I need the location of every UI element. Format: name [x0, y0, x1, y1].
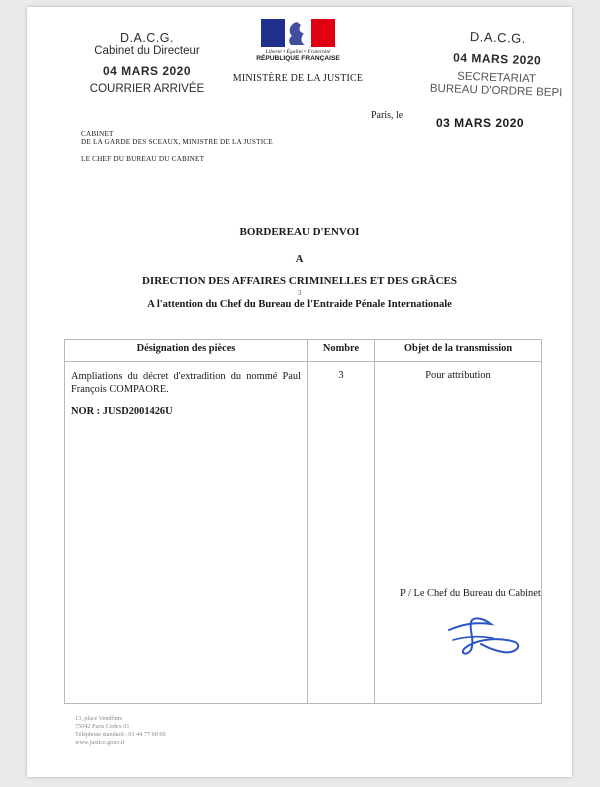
- footer-address: [75, 715, 166, 747]
- cell-count: [308, 362, 375, 704]
- document-date: 03 MARS 2020: [436, 116, 525, 130]
- arrival-stamp-left: [77, 31, 217, 97]
- pieces-table: [64, 339, 542, 704]
- arrival-stamp-right: [426, 29, 568, 101]
- stamp-right-date: 04 MARS 2020: [452, 50, 542, 68]
- ministry-logo: [261, 19, 335, 47]
- header-count: Nombre: [308, 340, 375, 362]
- footer-line1: 13, place Vendôme: [75, 715, 123, 722]
- header-designation: Désignation des pièces: [65, 340, 308, 362]
- purpose-value: Pour attribution: [425, 370, 491, 381]
- count-value: 3: [338, 370, 344, 381]
- margin-mark: 3: [297, 289, 302, 297]
- header-purpose: Objet de la transmission: [375, 340, 542, 362]
- stamp-left-line2: COURRIER ARRIVÉE: [89, 83, 205, 96]
- stamp-right-title: D.A.C.G.: [469, 29, 527, 46]
- designation-text: Ampliations du décret d'extradition du nommé Paul François COMPAORE.: [71, 371, 301, 395]
- footer-line4: www.justice.gouv.fr: [75, 739, 125, 747]
- ministry-name: MINISTÈRE DE LA JUSTICE: [232, 73, 364, 84]
- footer-line3: Téléphone standard : 01 44 77 60 60: [75, 731, 166, 739]
- cell-designation: [65, 362, 308, 704]
- document-page: [27, 7, 572, 777]
- stamp-left-date: 04 MARS 2020: [102, 63, 192, 78]
- table-row: [65, 362, 542, 704]
- sender-line2: DE LA GARDE DES SCEAUX, MINISTRE DE LA JUSTICE: [81, 138, 273, 146]
- document-title: BORDEREAU D'ENVOI: [239, 226, 360, 238]
- signatory-label: P / Le Chef du Bureau du Cabinet: [400, 588, 541, 599]
- footer-line2: 75042 Paris Cedex 01: [75, 723, 130, 731]
- cell-purpose: [375, 362, 542, 704]
- stamp-right-line2: BUREAU D'ORDRE BEPI: [429, 82, 563, 100]
- republic-motto: Liberté • Égalité • Fraternité: [265, 49, 331, 55]
- attention-line: A l'attention du Chef du Bureau de l'Entraide Pénale Internationale: [147, 299, 452, 310]
- sender-line1: CABINET: [81, 130, 114, 138]
- sender-line3: LE CHEF DU BUREAU DU CABINET: [81, 155, 205, 163]
- recipient: DIRECTION DES AFFAIRES CRIMINELLES ET DES GRÂCES: [141, 275, 457, 287]
- nor-reference: NOR : JUSD2001426U: [71, 406, 173, 417]
- republic-name: RÉPUBLIQUE FRANÇAISE: [256, 55, 340, 63]
- table-header-row: [65, 340, 542, 362]
- tricolor-flag-icon: [261, 19, 335, 47]
- to-label: A: [295, 254, 304, 265]
- stamp-left-line1: Cabinet du Directeur: [94, 45, 200, 58]
- stamp-right-line1: SECRETARIAT: [456, 70, 537, 86]
- place-label: Paris, le: [371, 110, 404, 121]
- stamp-left-title: D.A.C.G.: [119, 31, 174, 45]
- handwritten-signature: [445, 610, 525, 658]
